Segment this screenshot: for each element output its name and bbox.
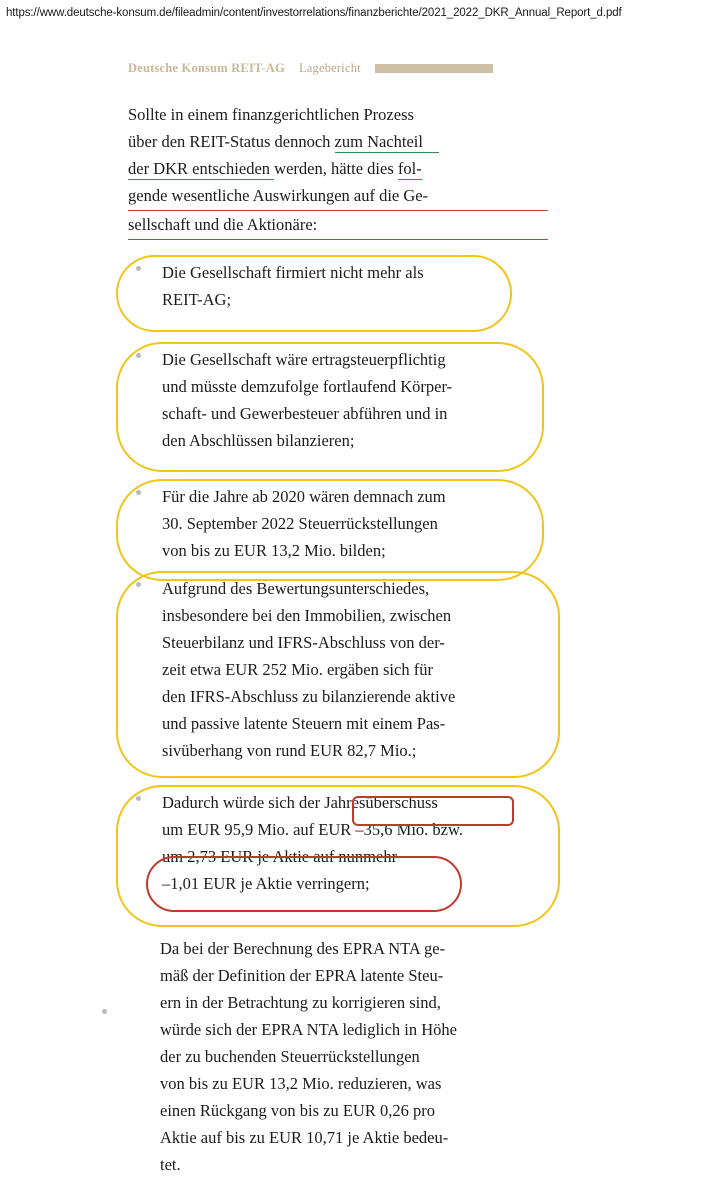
closing-line-7: einen Rückgang von bis zu EUR 0,26 pro	[160, 1101, 435, 1120]
bullet-1-text	[162, 257, 500, 313]
bullet-4-line-7: sivüberhang von rund EUR 82,7 Mio.;	[162, 741, 417, 760]
bullet-3-line-2: 30. September 2022 Steuerrückstellungen	[162, 514, 438, 533]
header-rule	[375, 64, 493, 73]
bullet-marker	[136, 796, 141, 801]
intro-line-2	[128, 128, 548, 155]
closing-line-4: würde sich der EPRA NTA lediglich in Höhe	[160, 1020, 458, 1039]
closing-paragraph	[116, 935, 536, 1178]
bullet-5-text	[162, 787, 548, 897]
bullet-5-line-2: um EUR 95,9 Mio. auf EUR –35,6 Mio. bzw.	[162, 820, 463, 839]
bullet-5-line-1: Dadurch würde sich der Jahresüberschuss	[162, 793, 438, 812]
pdf-page	[0, 25, 723, 1174]
closing-line-8: Aktie auf bis zu EUR 10,71 je Aktie bedeu-	[160, 1128, 449, 1147]
bullet-2-line-2: und müsste demzufolge fortlaufend Körper-	[162, 377, 453, 396]
bullet-4-line-6: und passive latente Steuern mit einem Pas-	[162, 714, 446, 733]
highlight-green-1-pad	[423, 132, 440, 153]
bullet-marker	[136, 266, 141, 271]
bullet-marker	[136, 490, 141, 495]
bullet-3-line-1: Für die Jahre ab 2020 wären demnach zum	[162, 487, 446, 506]
closing-line-5: der zu buchenden Steuerrückstellungen	[160, 1047, 420, 1066]
intro-line-3	[128, 155, 548, 182]
section-name: Lagebericht	[298, 61, 361, 75]
closing-line-2: mäß der Definition der EPRA latente Steu-	[160, 966, 444, 985]
highlight-green-1: zum Nachteil	[334, 132, 423, 151]
bullet-4-line-2: insbesondere bei den Immobilien, zwischen	[162, 606, 452, 625]
bullet-4-text	[162, 573, 548, 764]
intro-line-3-plain: werden, hätte dies	[274, 159, 398, 178]
address-bar[interactable]: https://www.deutsche-konsum.de/fileadmin/content/investorrelations/finanzberichte/2021_2022_DKR_Annual_Report_d.pdf	[6, 7, 622, 19]
intro-line-2-plain: über den REIT-Status dennoch	[128, 132, 335, 151]
closing-line-1: Da bei der Berechnung des EPRA NTA ge-	[160, 939, 446, 958]
bullet-4-line-4: zeit etwa EUR 252 Mio. ergäben sich für	[162, 660, 433, 679]
bullet-block-1	[116, 255, 512, 332]
bullet-1-line-1: Die Gesellschaft firmiert nicht mehr als	[162, 263, 424, 282]
closing-line-3: ern in der Betrachtung zu korrigieren sind,	[160, 993, 441, 1012]
bullet-3-line-3: von bis zu EUR 13,2 Mio. bilden;	[162, 541, 386, 560]
bullet-block-5	[116, 785, 560, 927]
bullet-marker	[102, 1009, 107, 1014]
bullet-2-line-1: Die Gesellschaft wäre ertragsteuerpflichtig	[162, 350, 446, 369]
bullet-4-line-5: den IFRS-Abschluss zu bilanzierende aktive	[162, 687, 456, 706]
bullet-1-line-2: REIT-AG;	[162, 290, 232, 309]
closing-line-9: tet.	[160, 1155, 181, 1174]
intro-line-4: gende wesentliche Auswirkungen auf die Ge-	[128, 182, 548, 211]
bullet-5-line-3: um 2,73 EUR je Aktie auf nunmehr	[162, 847, 398, 866]
closing-line-6: von bis zu EUR 13,2 Mio. reduzieren, was	[160, 1074, 442, 1093]
company-name: Deutsche Konsum REIT-AG	[128, 61, 285, 75]
bullet-3-text	[162, 481, 532, 564]
bullet-block-3	[116, 479, 544, 581]
intro-paragraph	[128, 101, 548, 240]
bullet-block-4	[116, 571, 560, 778]
bullet-block-2	[116, 342, 544, 472]
bullet-marker	[136, 582, 141, 587]
bullet-2-line-3: schaft- und Gewerbesteuer abführen und in	[162, 404, 448, 423]
bullet-2-line-4: den Abschlüssen bilanzieren;	[162, 431, 355, 450]
bullet-marker	[136, 353, 141, 358]
document-running-header	[128, 61, 493, 76]
bullet-4-line-1: Aufgrund des Bewertungsunterschiedes,	[162, 579, 430, 598]
intro-line-1: Sollte in einem finanzgerichtlichen Prozess	[128, 105, 414, 124]
bullet-2-text	[162, 344, 532, 454]
highlight-red-1: fol-	[397, 159, 422, 178]
closing-text	[160, 935, 536, 1178]
bullet-5-line-4: –1,01 EUR je Aktie verringern;	[162, 874, 370, 893]
highlight-green-2: der DKR entschieden	[128, 159, 275, 178]
intro-line-5: sellschaft und die Aktionäre:	[128, 211, 548, 240]
bullet-4-line-3: Steuerbilanz und IFRS-Abschluss von der-	[162, 633, 445, 652]
